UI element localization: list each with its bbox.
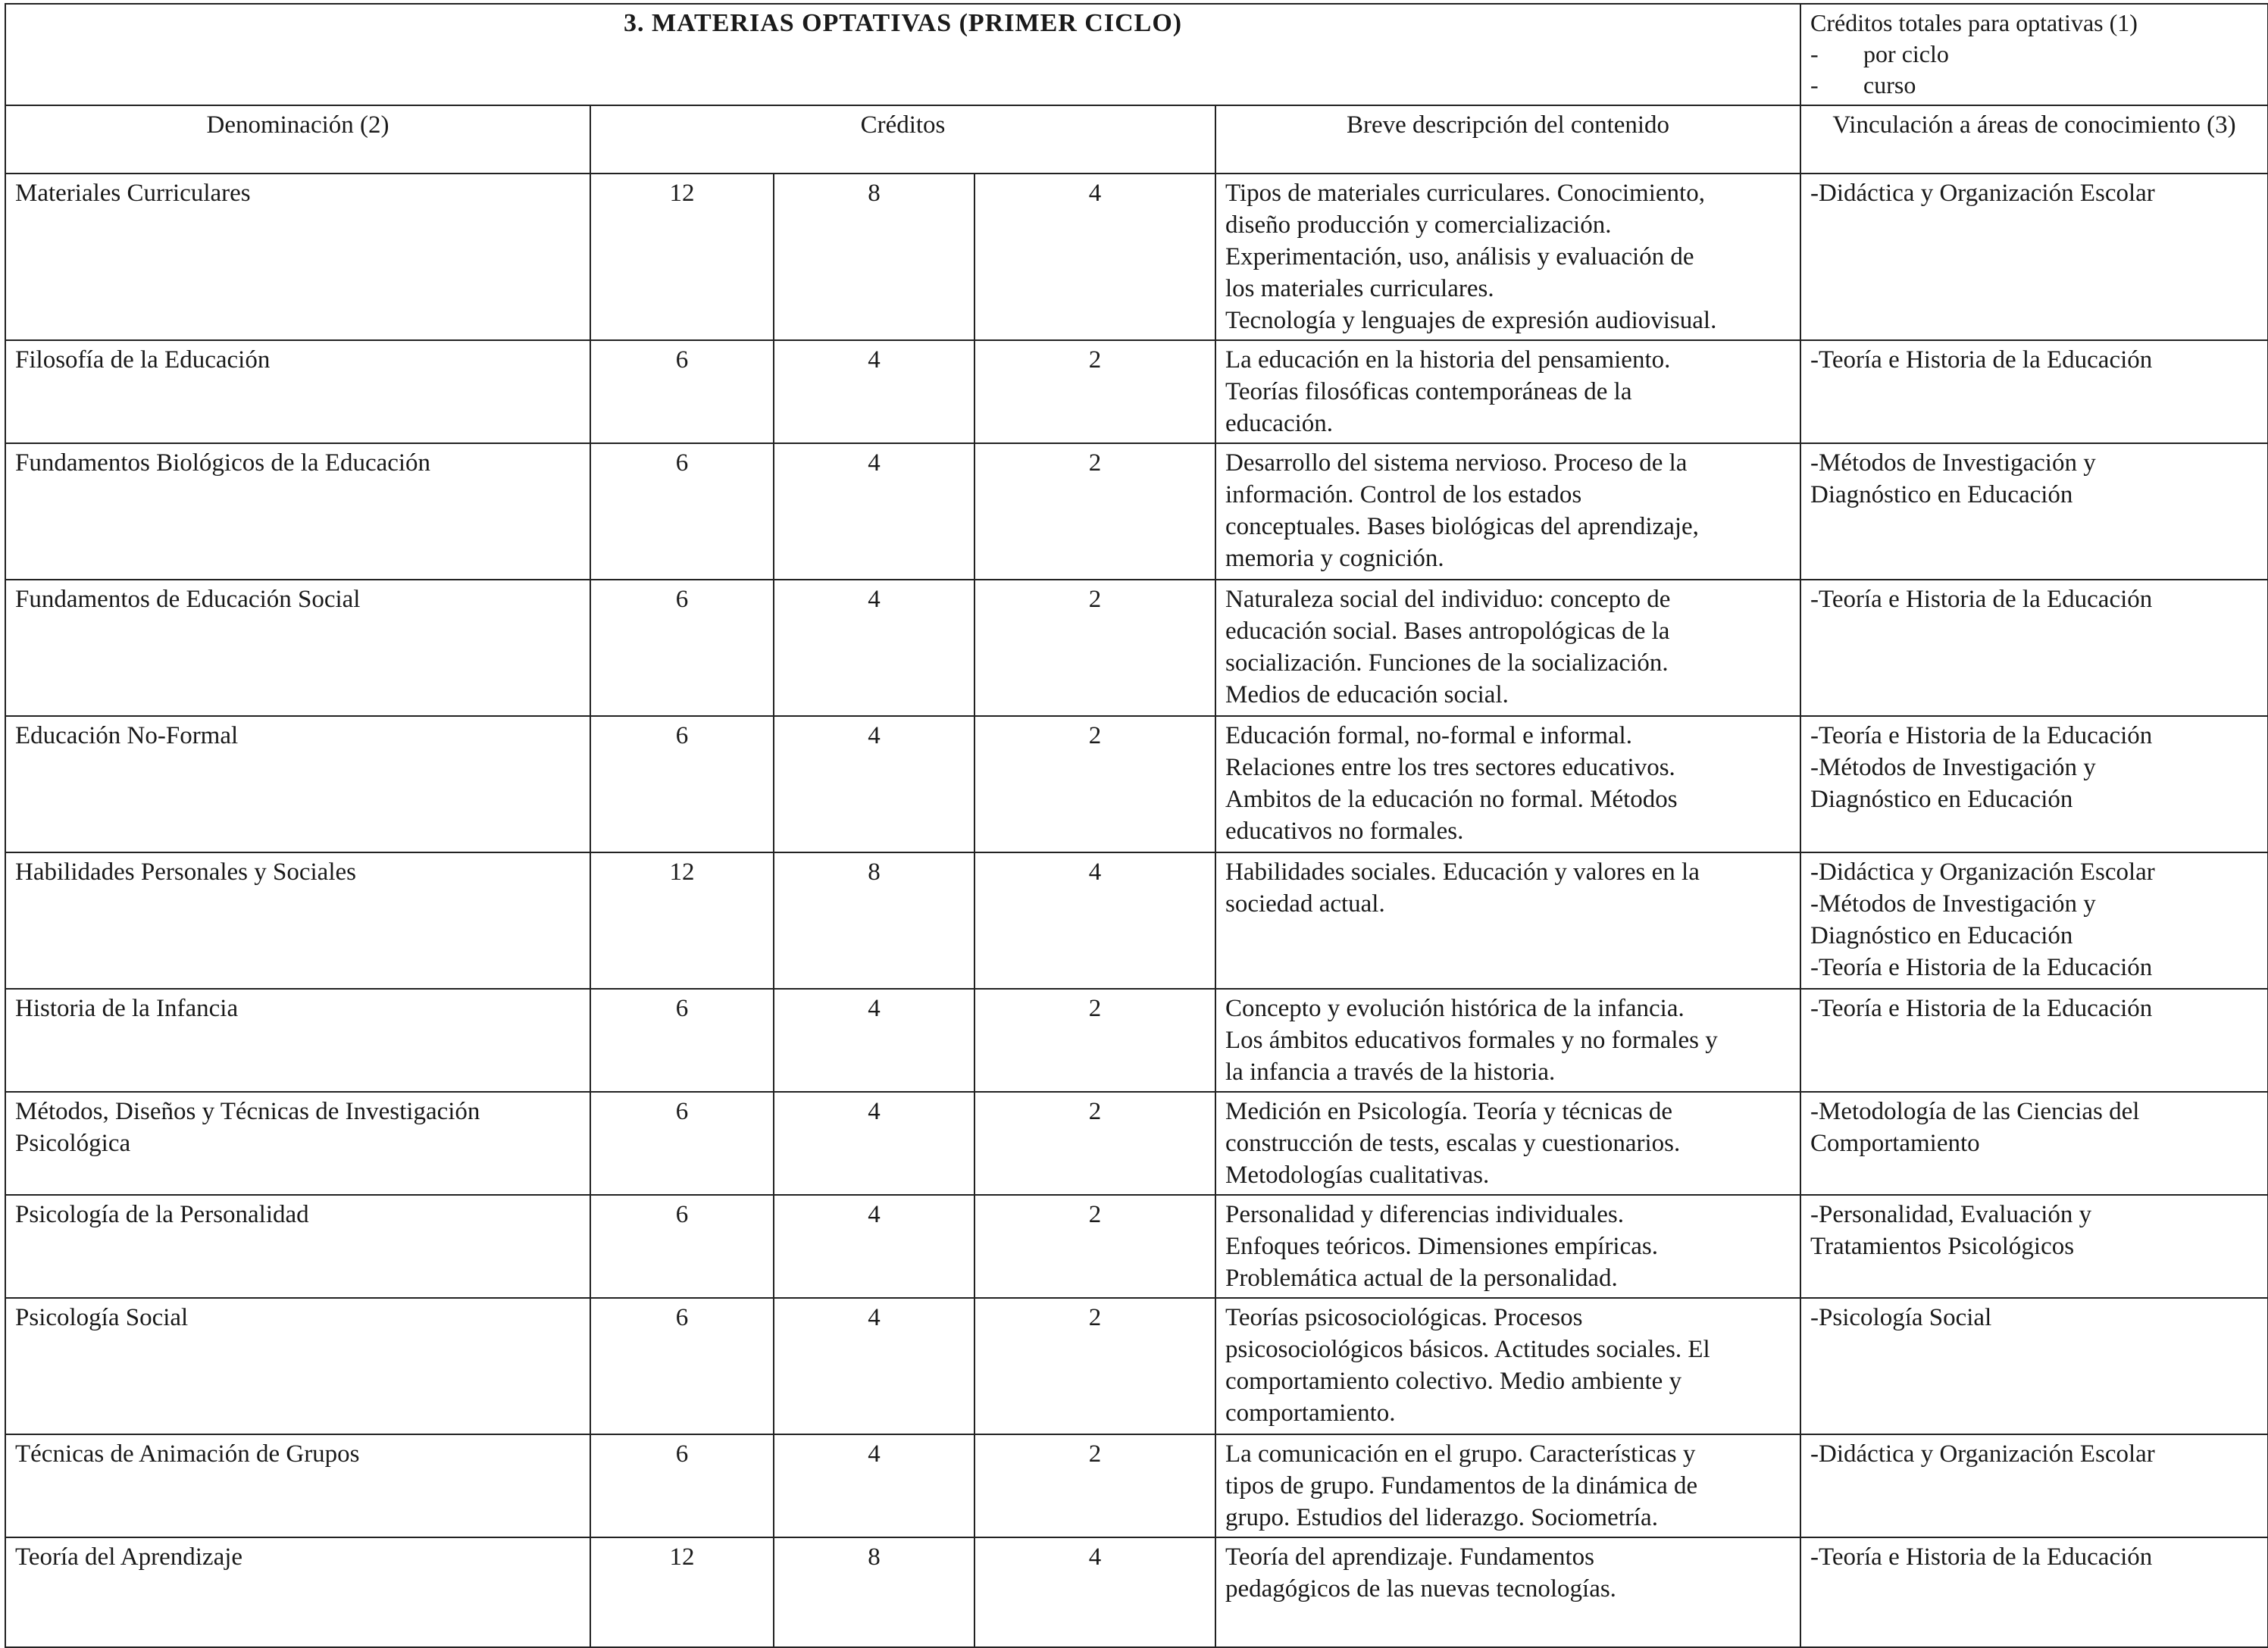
credits-cell: 4	[774, 580, 974, 716]
table-row	[5, 1537, 2268, 1647]
credits-cell: 12	[590, 174, 774, 340]
knowledge-area-cell	[1800, 716, 2268, 852]
knowledge-area-line: -Didáctica y Organización Escolar	[1810, 858, 2155, 886]
knowledge-area-cell	[1800, 1298, 2268, 1434]
knowledge-area-line: -Didáctica y Organización Escolar	[1810, 1440, 2155, 1468]
credits-cell: 8	[774, 852, 974, 989]
description-cell: Habilidades sociales. Educación y valores en la sociedad actual.	[1215, 852, 1800, 989]
knowledge-area-cell	[1800, 1195, 2268, 1298]
knowledge-area-cell	[1800, 1092, 2268, 1195]
knowledge-area-line: -Teoría e Historia de la Educación	[1810, 586, 2153, 613]
credits-cell: 2	[974, 1195, 1215, 1298]
knowledge-area-line: -Métodos de Investigación y	[1810, 890, 2096, 918]
credits-cell: 6	[590, 580, 774, 716]
header-vinculacion: Vinculación a áreas de conocimiento (3)	[1800, 105, 2268, 174]
credits-cell: 2	[974, 580, 1215, 716]
description-cell: Personalidad y diferencias individuales. Enfoques teóricos. Dimensiones empíricas. Problemática actual de la personalidad.	[1215, 1195, 1800, 1298]
credits-cell: 2	[974, 1434, 1215, 1537]
description-cell: Tipos de materiales curriculares. Conocimiento, diseño producción y comercialización. Experimentación, uso, análisis y evaluación de los materiales curriculares. Tecnología y lenguajes de expresión audiovisual.	[1215, 174, 1800, 340]
table-row	[5, 716, 2268, 852]
credits-cell: 8	[774, 1537, 974, 1647]
subject-name-cell: Psicología Social	[5, 1298, 590, 1434]
description-cell: Concepto y evolución histórica de la infancia. Los ámbitos educativos formales y no formales y la infancia a través de la historia.	[1215, 989, 1800, 1092]
subject-name-cell: Psicología de la Personalidad	[5, 1195, 590, 1298]
knowledge-area-line: -Teoría e Historia de la Educación	[1810, 954, 2153, 981]
header-row	[5, 105, 2268, 174]
knowledge-area-line: Tratamientos Psicológicos	[1810, 1233, 2075, 1260]
description-cell: Naturaleza social del individuo: concepto de educación social. Bases antropológicas de la socialización. Funciones de la socialización. Medios de educación social.	[1215, 580, 1800, 716]
subject-name-cell: Educación No-Formal	[5, 716, 590, 852]
subject-name-cell: Historia de la Infancia	[5, 989, 590, 1092]
knowledge-area-cell	[1800, 443, 2268, 580]
table-row	[5, 989, 2268, 1092]
credits-cell: 4	[774, 1195, 974, 1298]
table-row	[5, 340, 2268, 443]
document-sheet	[5, 3, 2267, 1612]
credits-cell: 4	[974, 1537, 1215, 1647]
header-descripcion: Breve descripción del contenido	[1215, 105, 1800, 174]
credits-cell: 8	[774, 174, 974, 340]
credits-cell: 4	[774, 443, 974, 580]
description-cell: La comunicación en el grupo. Características y tipos de grupo. Fundamentos de la dinámica de grupo. Estudios del liderazgo. Sociometría.	[1215, 1434, 1800, 1537]
title-row	[5, 4, 2268, 105]
table-row	[5, 174, 2268, 340]
credits-cell: 6	[590, 340, 774, 443]
credits-cell: 4	[774, 340, 974, 443]
credits-cell: 6	[590, 1434, 774, 1537]
knowledge-area-line: Comportamiento	[1810, 1130, 1980, 1157]
subject-name-cell: Fundamentos de Educación Social	[5, 580, 590, 716]
credits-cell: 12	[590, 1537, 774, 1647]
credits-totals-label: Créditos totales para optativas (1)	[1810, 9, 2138, 36]
credits-totals-cell	[1800, 4, 2268, 105]
table-row	[5, 1195, 2268, 1298]
credits-cell: 4	[774, 989, 974, 1092]
knowledge-area-line: -Teoría e Historia de la Educación	[1810, 346, 2153, 374]
subject-name-cell: Teoría del Aprendizaje	[5, 1537, 590, 1647]
subject-name-cell: Materiales Curriculares	[5, 174, 590, 340]
knowledge-area-line: -Métodos de Investigación y	[1810, 754, 2096, 781]
knowledge-area-line: -Teoría e Historia de la Educación	[1810, 995, 2153, 1022]
table-row	[5, 1434, 2268, 1537]
subject-name-cell: Filosofía de la Educación	[5, 340, 590, 443]
credits-totals-item	[1810, 70, 2258, 101]
table-row	[5, 443, 2268, 580]
knowledge-area-cell	[1800, 1537, 2268, 1647]
credits-cell: 4	[974, 852, 1215, 989]
credits-cell: 4	[774, 716, 974, 852]
credits-cell: 4	[774, 1092, 974, 1195]
knowledge-area-cell	[1800, 174, 2268, 340]
knowledge-area-cell	[1800, 1434, 2268, 1537]
credits-cell: 6	[590, 1195, 774, 1298]
credits-totals-item-label: curso	[1863, 71, 1916, 99]
knowledge-area-line: Diagnóstico en Educación	[1810, 786, 2073, 813]
header-denominacion: Denominación (2)	[5, 105, 590, 174]
credits-cell: 2	[974, 340, 1215, 443]
knowledge-area-line: -Teoría e Historia de la Educación	[1810, 1543, 2153, 1571]
credits-cell: 4	[774, 1298, 974, 1434]
credits-totals-item-label: por ciclo	[1863, 40, 1949, 67]
subject-name-cell: Técnicas de Animación de Grupos	[5, 1434, 590, 1537]
description-cell: Teoría del aprendizaje. Fundamentos pedagógicos de las nuevas tecnologías.	[1215, 1537, 1800, 1647]
subject-name-cell: Fundamentos Biológicos de la Educación	[5, 443, 590, 580]
credits-cell: 6	[590, 1092, 774, 1195]
credits-cell: 6	[590, 443, 774, 580]
credits-cell: 2	[974, 443, 1215, 580]
knowledge-area-line: -Métodos de Investigación y	[1810, 449, 2096, 477]
credits-cell: 6	[590, 989, 774, 1092]
credits-totals-item	[1810, 39, 2258, 70]
knowledge-area-line: -Didáctica y Organización Escolar	[1810, 180, 2155, 207]
knowledge-area-line: Diagnóstico en Educación	[1810, 922, 2073, 949]
optativas-table	[5, 3, 2268, 1648]
knowledge-area-cell	[1800, 989, 2268, 1092]
credits-cell: 2	[974, 716, 1215, 852]
credits-cell: 2	[974, 1092, 1215, 1195]
subject-name-cell: Métodos, Diseños y Técnicas de Investigación Psicológica	[5, 1092, 590, 1195]
table-title: 3. MATERIAS OPTATIVAS (PRIMER CICLO)	[5, 4, 1800, 105]
table-row	[5, 1298, 2268, 1434]
credits-cell: 12	[590, 852, 774, 989]
credits-cell: 2	[974, 1298, 1215, 1434]
knowledge-area-cell	[1800, 340, 2268, 443]
table-row	[5, 1092, 2268, 1195]
table-row	[5, 852, 2268, 989]
credits-cell: 6	[590, 1298, 774, 1434]
credits-cell: 2	[974, 989, 1215, 1092]
header-creditos: Créditos	[590, 105, 1215, 174]
subject-name-cell: Habilidades Personales y Sociales	[5, 852, 590, 989]
knowledge-area-cell	[1800, 580, 2268, 716]
description-cell: Teorías psicosociológicas. Procesos psicosociológicos básicos. Actitudes sociales. El comportamiento colectivo. Medio ambiente y comportamiento.	[1215, 1298, 1800, 1434]
bullet-dash: -	[1810, 71, 1819, 99]
knowledge-area-line: -Teoría e Historia de la Educación	[1810, 722, 2153, 749]
table-row	[5, 580, 2268, 716]
bullet-dash: -	[1810, 40, 1819, 67]
knowledge-area-line: -Personalidad, Evaluación y	[1810, 1201, 2092, 1228]
knowledge-area-line: Diagnóstico en Educación	[1810, 481, 2073, 508]
knowledge-area-cell	[1800, 852, 2268, 989]
knowledge-area-line: -Metodología de las Ciencias del	[1810, 1098, 2140, 1125]
credits-cell: 4	[974, 174, 1215, 340]
table-body	[5, 4, 2268, 1647]
description-cell: La educación en la historia del pensamiento. Teorías filosóficas contemporáneas de la educación.	[1215, 340, 1800, 443]
description-cell: Educación formal, no-formal e informal. Relaciones entre los tres sectores educativos. Ambitos de la educación no formal. Métodos educativos no formales.	[1215, 716, 1800, 852]
description-cell: Medición en Psicología. Teoría y técnicas de construcción de tests, escalas y cuestionarios. Metodologías cualitativas.	[1215, 1092, 1800, 1195]
credits-cell: 4	[774, 1434, 974, 1537]
description-cell: Desarrollo del sistema nervioso. Proceso de la información. Control de los estados conceptuales. Bases biológicas del aprendizaje, memoria y cognición.	[1215, 443, 1800, 580]
knowledge-area-line: -Psicología Social	[1810, 1304, 1992, 1331]
credits-cell: 6	[590, 716, 774, 852]
